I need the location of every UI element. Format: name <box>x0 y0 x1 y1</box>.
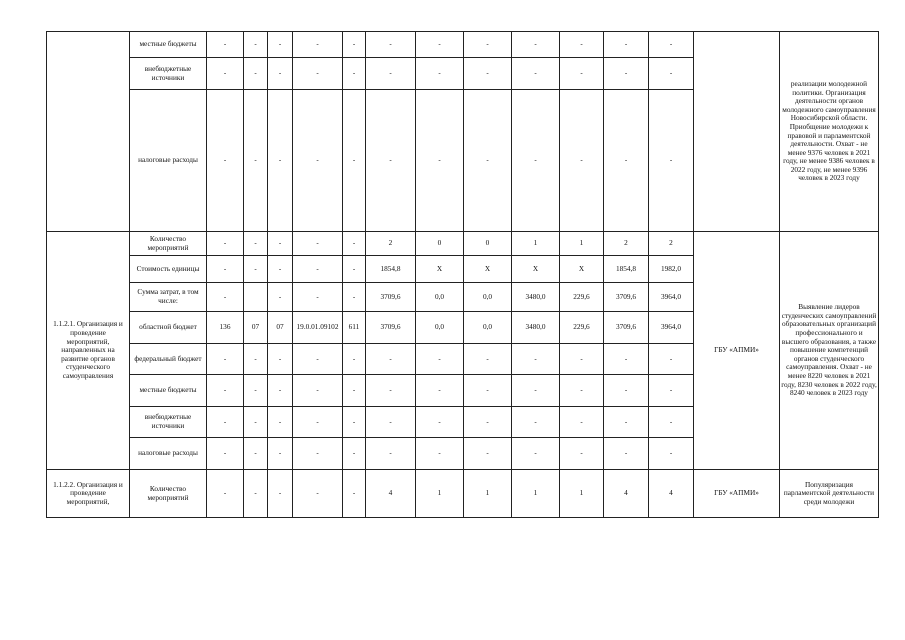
value-cell: 0,0 <box>416 283 464 312</box>
value-cell: 1982,0 <box>649 256 694 283</box>
result-cell: реализации молодежной политики. Организация деятельности органов молодежного самоуправления Новосибирской области. Приобщение молодежи к правовой и парламентской деятельности. Охват - не менее 9376 человек в 2021 году, не менее 9386 человек в 2022 году, не менее 9396 человек в 2023 году <box>780 32 879 232</box>
value-cell: - <box>512 407 560 438</box>
value-cell: - <box>207 256 244 283</box>
value-cell: - <box>366 58 416 90</box>
value-cell: 1 <box>560 232 604 256</box>
value-cell: - <box>416 32 464 58</box>
value-cell: - <box>268 344 293 375</box>
value-cell: - <box>207 470 244 518</box>
row-label: Количество мероприятий <box>130 232 207 256</box>
value-cell: - <box>293 232 343 256</box>
value-cell: - <box>649 58 694 90</box>
value-cell: 229,6 <box>560 312 604 344</box>
value-cell: - <box>343 256 366 283</box>
value-cell: - <box>560 375 604 407</box>
value-cell: - <box>207 90 244 232</box>
value-cell: - <box>416 344 464 375</box>
value-cell: - <box>268 32 293 58</box>
value-cell: 1 <box>416 470 464 518</box>
value-cell: 0,0 <box>464 312 512 344</box>
value-cell: - <box>604 58 649 90</box>
value-cell: - <box>366 344 416 375</box>
value-cell: 0,0 <box>416 312 464 344</box>
value-cell: 4 <box>649 470 694 518</box>
program-measures-table <box>46 31 879 518</box>
value-cell: - <box>512 90 560 232</box>
value-cell: 0 <box>416 232 464 256</box>
value-cell: - <box>293 256 343 283</box>
row-label: налоговые расходы <box>130 90 207 232</box>
row-label: внебюджетные источники <box>130 407 207 438</box>
value-cell: - <box>649 375 694 407</box>
value-cell: X <box>464 256 512 283</box>
executor-cell-empty <box>694 32 780 232</box>
value-cell: 0,0 <box>464 283 512 312</box>
value-cell: - <box>268 90 293 232</box>
value-cell: - <box>207 232 244 256</box>
value-cell: 07 <box>244 312 268 344</box>
value-cell: - <box>244 232 268 256</box>
value-cell: 2 <box>649 232 694 256</box>
value-cell: - <box>293 470 343 518</box>
table-row <box>47 470 879 518</box>
value-cell <box>244 283 268 312</box>
value-cell: - <box>268 375 293 407</box>
value-cell: - <box>560 90 604 232</box>
value-cell: - <box>268 283 293 312</box>
value-cell: - <box>207 375 244 407</box>
value-cell: - <box>366 32 416 58</box>
row-label: федеральный бюджет <box>130 344 207 375</box>
value-cell: - <box>416 407 464 438</box>
value-cell: - <box>293 375 343 407</box>
row-label: Стоимость единицы <box>130 256 207 283</box>
value-cell: - <box>244 90 268 232</box>
value-cell: - <box>649 344 694 375</box>
value-cell: 1854,8 <box>604 256 649 283</box>
value-cell: X <box>416 256 464 283</box>
value-cell: - <box>343 470 366 518</box>
value-cell: 1 <box>464 470 512 518</box>
value-cell: - <box>343 283 366 312</box>
value-cell: - <box>207 438 244 470</box>
value-cell: - <box>366 375 416 407</box>
value-cell: - <box>343 344 366 375</box>
value-cell: - <box>293 90 343 232</box>
value-cell: 1 <box>560 470 604 518</box>
value-cell: - <box>343 407 366 438</box>
value-cell: - <box>604 438 649 470</box>
value-cell: - <box>293 32 343 58</box>
value-cell: - <box>207 407 244 438</box>
value-cell: 3709,6 <box>366 312 416 344</box>
value-cell: - <box>512 375 560 407</box>
result-cell: Выявление лидеров студенческих самоуправлений образовательных организаций профессионального и высшего образования, а также повышение компетенций органов студенческого самоуправления. Охват - не менее 8220 человек в 2021 году, 8230 человек в 2022 году, 8240 человек в 2023 году <box>780 232 879 470</box>
value-cell: - <box>268 256 293 283</box>
value-cell: 4 <box>366 470 416 518</box>
value-cell: 07 <box>268 312 293 344</box>
value-cell: 611 <box>343 312 366 344</box>
measure-name-cell: 1.1.2.1. Организация и проведение мероприятий, направленных на развитие органов студенческого самоуправления <box>47 232 130 470</box>
row-label: областной бюджет <box>130 312 207 344</box>
value-cell: 4 <box>604 470 649 518</box>
value-cell: - <box>244 438 268 470</box>
measure-name-cell: 1.1.2.2. Организация и проведение мероприятий, <box>47 470 130 518</box>
value-cell: 3709,6 <box>604 283 649 312</box>
value-cell: - <box>343 58 366 90</box>
value-cell: - <box>604 407 649 438</box>
value-cell: 229,6 <box>560 283 604 312</box>
value-cell: - <box>244 407 268 438</box>
value-cell: 3480,0 <box>512 312 560 344</box>
value-cell: - <box>268 438 293 470</box>
value-cell: X <box>560 256 604 283</box>
value-cell: - <box>207 32 244 58</box>
value-cell: X <box>512 256 560 283</box>
value-cell: 3964,0 <box>649 283 694 312</box>
table-row <box>47 32 879 58</box>
executor-cell: ГБУ «АПМИ» <box>694 470 780 518</box>
value-cell: - <box>366 90 416 232</box>
value-cell: - <box>604 32 649 58</box>
value-cell: - <box>293 438 343 470</box>
value-cell: - <box>416 90 464 232</box>
value-cell: - <box>293 283 343 312</box>
value-cell: - <box>268 58 293 90</box>
value-cell: 136 <box>207 312 244 344</box>
value-cell: - <box>343 90 366 232</box>
value-cell: 3709,6 <box>604 312 649 344</box>
value-cell: 0 <box>464 232 512 256</box>
name-cell-empty <box>47 32 130 232</box>
row-label: местные бюджеты <box>130 375 207 407</box>
value-cell: - <box>604 344 649 375</box>
value-cell: - <box>464 407 512 438</box>
value-cell: - <box>464 375 512 407</box>
value-cell: - <box>649 407 694 438</box>
value-cell: 3480,0 <box>512 283 560 312</box>
value-cell: - <box>244 32 268 58</box>
value-cell: - <box>464 344 512 375</box>
value-cell: - <box>416 438 464 470</box>
value-cell: - <box>464 90 512 232</box>
value-cell: - <box>649 90 694 232</box>
value-cell: 3964,0 <box>649 312 694 344</box>
value-cell: - <box>293 344 343 375</box>
value-cell: 3709,6 <box>366 283 416 312</box>
value-cell: - <box>512 344 560 375</box>
table-row <box>47 232 879 256</box>
executor-cell: ГБУ «АПМИ» <box>694 232 780 470</box>
value-cell: - <box>464 32 512 58</box>
value-cell: - <box>268 232 293 256</box>
value-cell: - <box>343 438 366 470</box>
value-cell: - <box>207 58 244 90</box>
value-cell: 2 <box>366 232 416 256</box>
value-cell: - <box>244 344 268 375</box>
value-cell: - <box>244 256 268 283</box>
value-cell: - <box>366 438 416 470</box>
value-cell: - <box>343 375 366 407</box>
value-cell: - <box>207 283 244 312</box>
value-cell: - <box>416 375 464 407</box>
value-cell: - <box>604 90 649 232</box>
value-cell: 1 <box>512 232 560 256</box>
value-cell: - <box>268 470 293 518</box>
row-label: Количество мероприятий <box>130 470 207 518</box>
value-cell: - <box>366 407 416 438</box>
value-cell: 2 <box>604 232 649 256</box>
value-cell: - <box>649 438 694 470</box>
value-cell: - <box>604 375 649 407</box>
value-cell: - <box>560 32 604 58</box>
value-cell: - <box>560 58 604 90</box>
value-cell: - <box>512 32 560 58</box>
value-cell: - <box>560 407 604 438</box>
value-cell: - <box>293 407 343 438</box>
value-cell: - <box>343 232 366 256</box>
value-cell: 1854,8 <box>366 256 416 283</box>
value-cell: - <box>512 58 560 90</box>
value-cell: - <box>343 32 366 58</box>
value-cell: - <box>560 438 604 470</box>
row-label: налоговые расходы <box>130 438 207 470</box>
value-cell: - <box>464 58 512 90</box>
value-cell: 1 <box>512 470 560 518</box>
row-label: Сумма затрат, в том числе: <box>130 283 207 312</box>
row-label: внебюджетные источники <box>130 58 207 90</box>
value-cell: 19.0.01.09102 <box>293 312 343 344</box>
row-label: местные бюджеты <box>130 32 207 58</box>
value-cell: - <box>293 58 343 90</box>
value-cell: - <box>416 58 464 90</box>
value-cell: - <box>512 438 560 470</box>
value-cell: - <box>244 375 268 407</box>
result-cell: Популяризация парламентской деятельности среди молодежи <box>780 470 879 518</box>
value-cell: - <box>244 58 268 90</box>
value-cell: - <box>244 470 268 518</box>
value-cell: - <box>560 344 604 375</box>
value-cell: - <box>649 32 694 58</box>
value-cell: - <box>207 344 244 375</box>
value-cell: - <box>464 438 512 470</box>
value-cell: - <box>268 407 293 438</box>
